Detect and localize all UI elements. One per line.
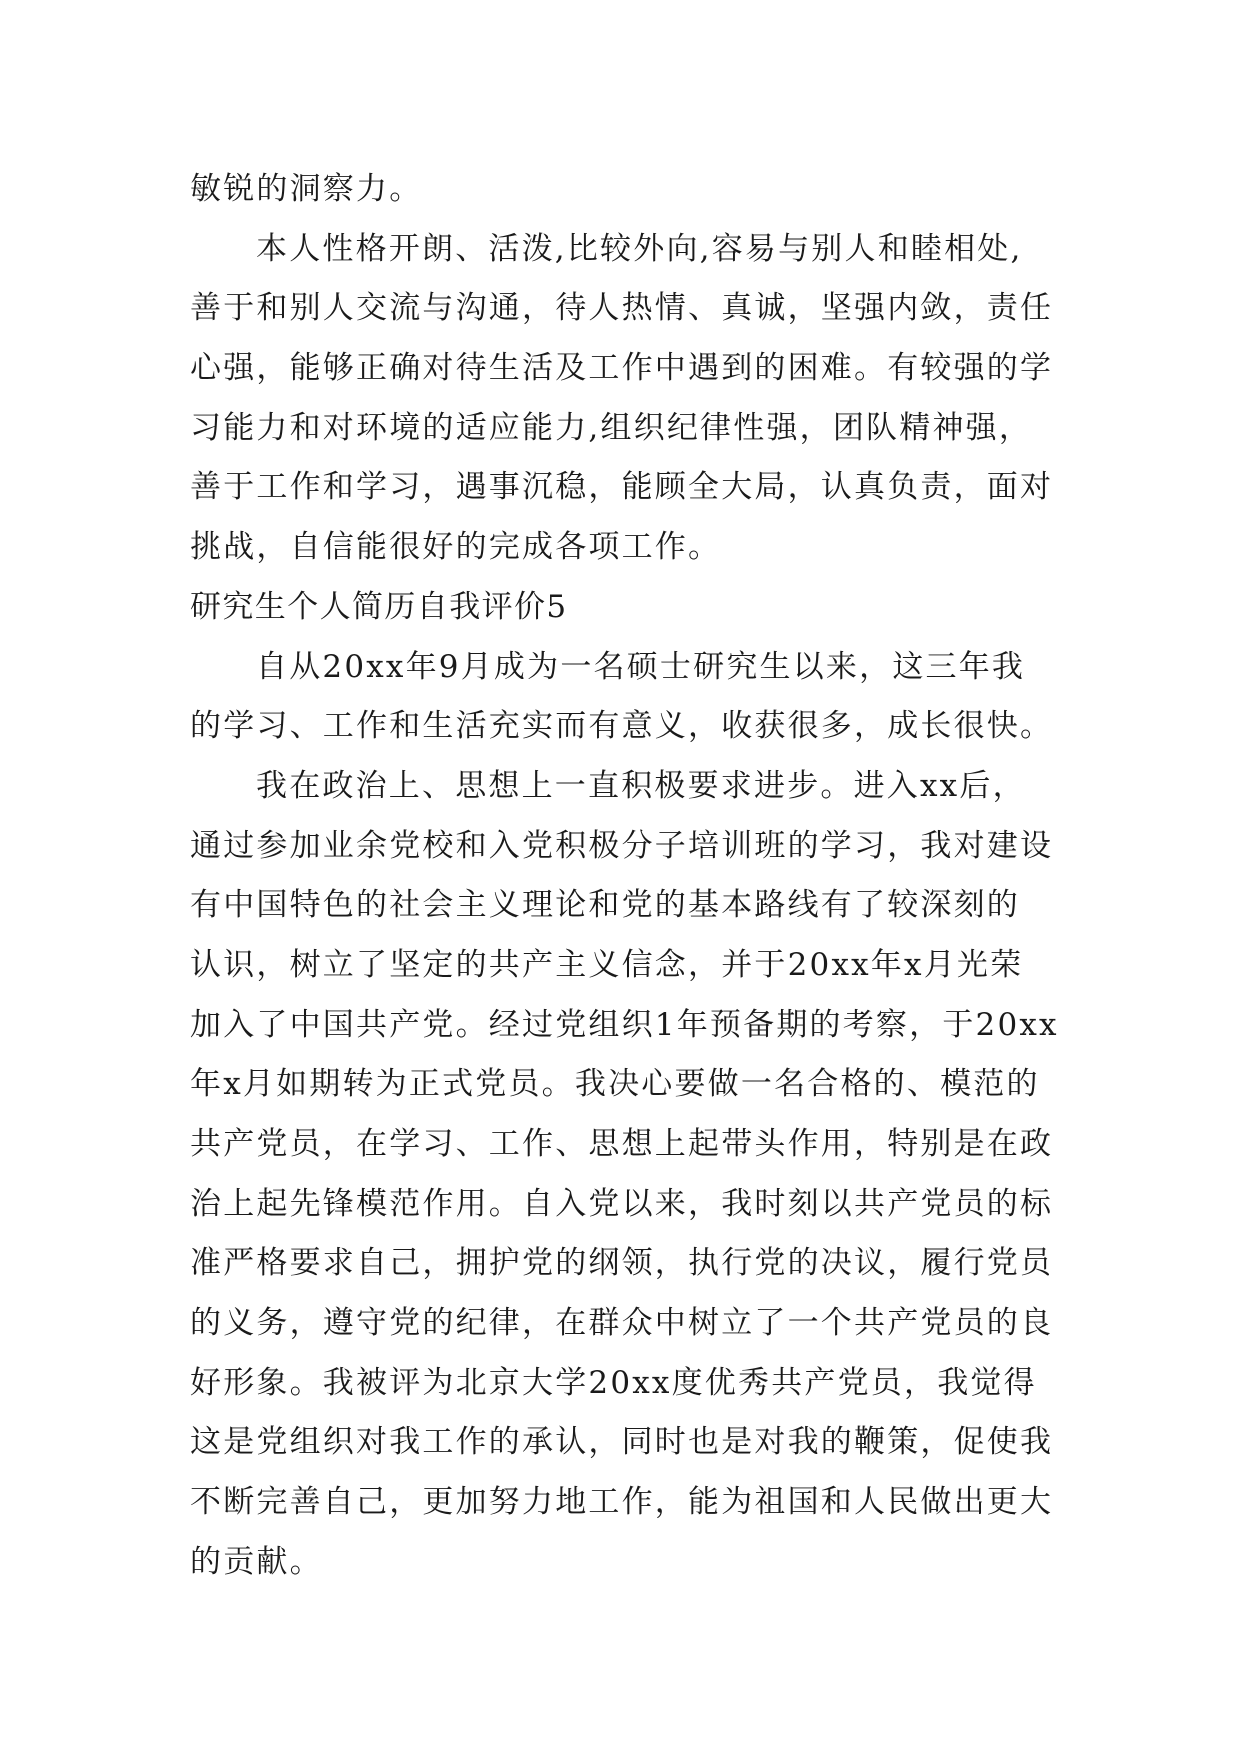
text-line: 的贡献。: [190, 1543, 323, 1580]
section-heading: 研究生个人简历自我评价5: [190, 588, 568, 625]
text-line: 善于工作和学习，遇事沉稳，能顾全大局，认真负责，面对: [190, 469, 1054, 506]
text-line: 年x月如期转为正式党员。我决心要做一名合格的、模范的: [190, 1066, 1040, 1103]
text-line: 通过参加业余党校和入党积极分子培训班的学习，我对建设: [190, 827, 1054, 864]
text-line: 习能力和对环境的适应能力,组织纪律性强，团队精神强，: [190, 409, 1033, 446]
paragraph-first-line: 自从20xx年9月成为一名硕士研究生以来，这三年我: [256, 648, 1026, 685]
text-line: 共产党员，在学习、工作、思想上起带头作用，特别是在政: [190, 1126, 1054, 1162]
text-line: 心强，能够正确对待生活及工作中遇到的困难。有较强的学: [190, 350, 1054, 387]
text-line: 挑战，自信能很好的完成各项工作。: [190, 529, 722, 566]
text-line: 这是党组织对我工作的承认，同时也是对我的鞭策，促使我: [190, 1424, 1054, 1461]
text-line: 的学习、工作和生活充实而有意义，收获很多，成长很快。: [190, 708, 1054, 745]
text-line: 的义务，遵守党的纪律，在群众中树立了一个共产党员的良: [190, 1305, 1054, 1342]
text-line: 有中国特色的社会主义理论和党的基本路线有了较深刻的: [190, 887, 1020, 924]
text-line: 准严格要求自己，拥护党的纲领，执行党的决议，履行党员: [190, 1245, 1054, 1282]
text-line: 善于和别人交流与沟通，待人热情、真诚，坚强内敛，责任: [190, 290, 1054, 327]
paragraph-first-line: 我在政治上、思想上一直积极要求进步。进入xx后，: [256, 767, 1026, 804]
text-line: 敏锐的洞察力。: [190, 171, 423, 207]
paragraph-first-line: 本人性格开朗、活泼,比较外向,容易与别人和睦相处,: [256, 230, 1023, 267]
text-line: 认识，树立了坚定的共产主义信念，并于20xx年x月光荣: [190, 946, 1024, 983]
text-line: 加入了中国共产党。经过党组织1年预备期的考察，于20xx: [190, 1006, 1059, 1043]
document-body: [190, 160, 1060, 1593]
text-line: 不断完善自己，更加努力地工作，能为祖国和人民做出更大: [190, 1484, 1054, 1521]
text-line: 治上起先锋模范作用。自入党以来，我时刻以共产党员的标: [190, 1185, 1054, 1222]
text-line: 好形象。我被评为北京大学20xx度优秀共产党员，我觉得: [190, 1364, 1037, 1401]
